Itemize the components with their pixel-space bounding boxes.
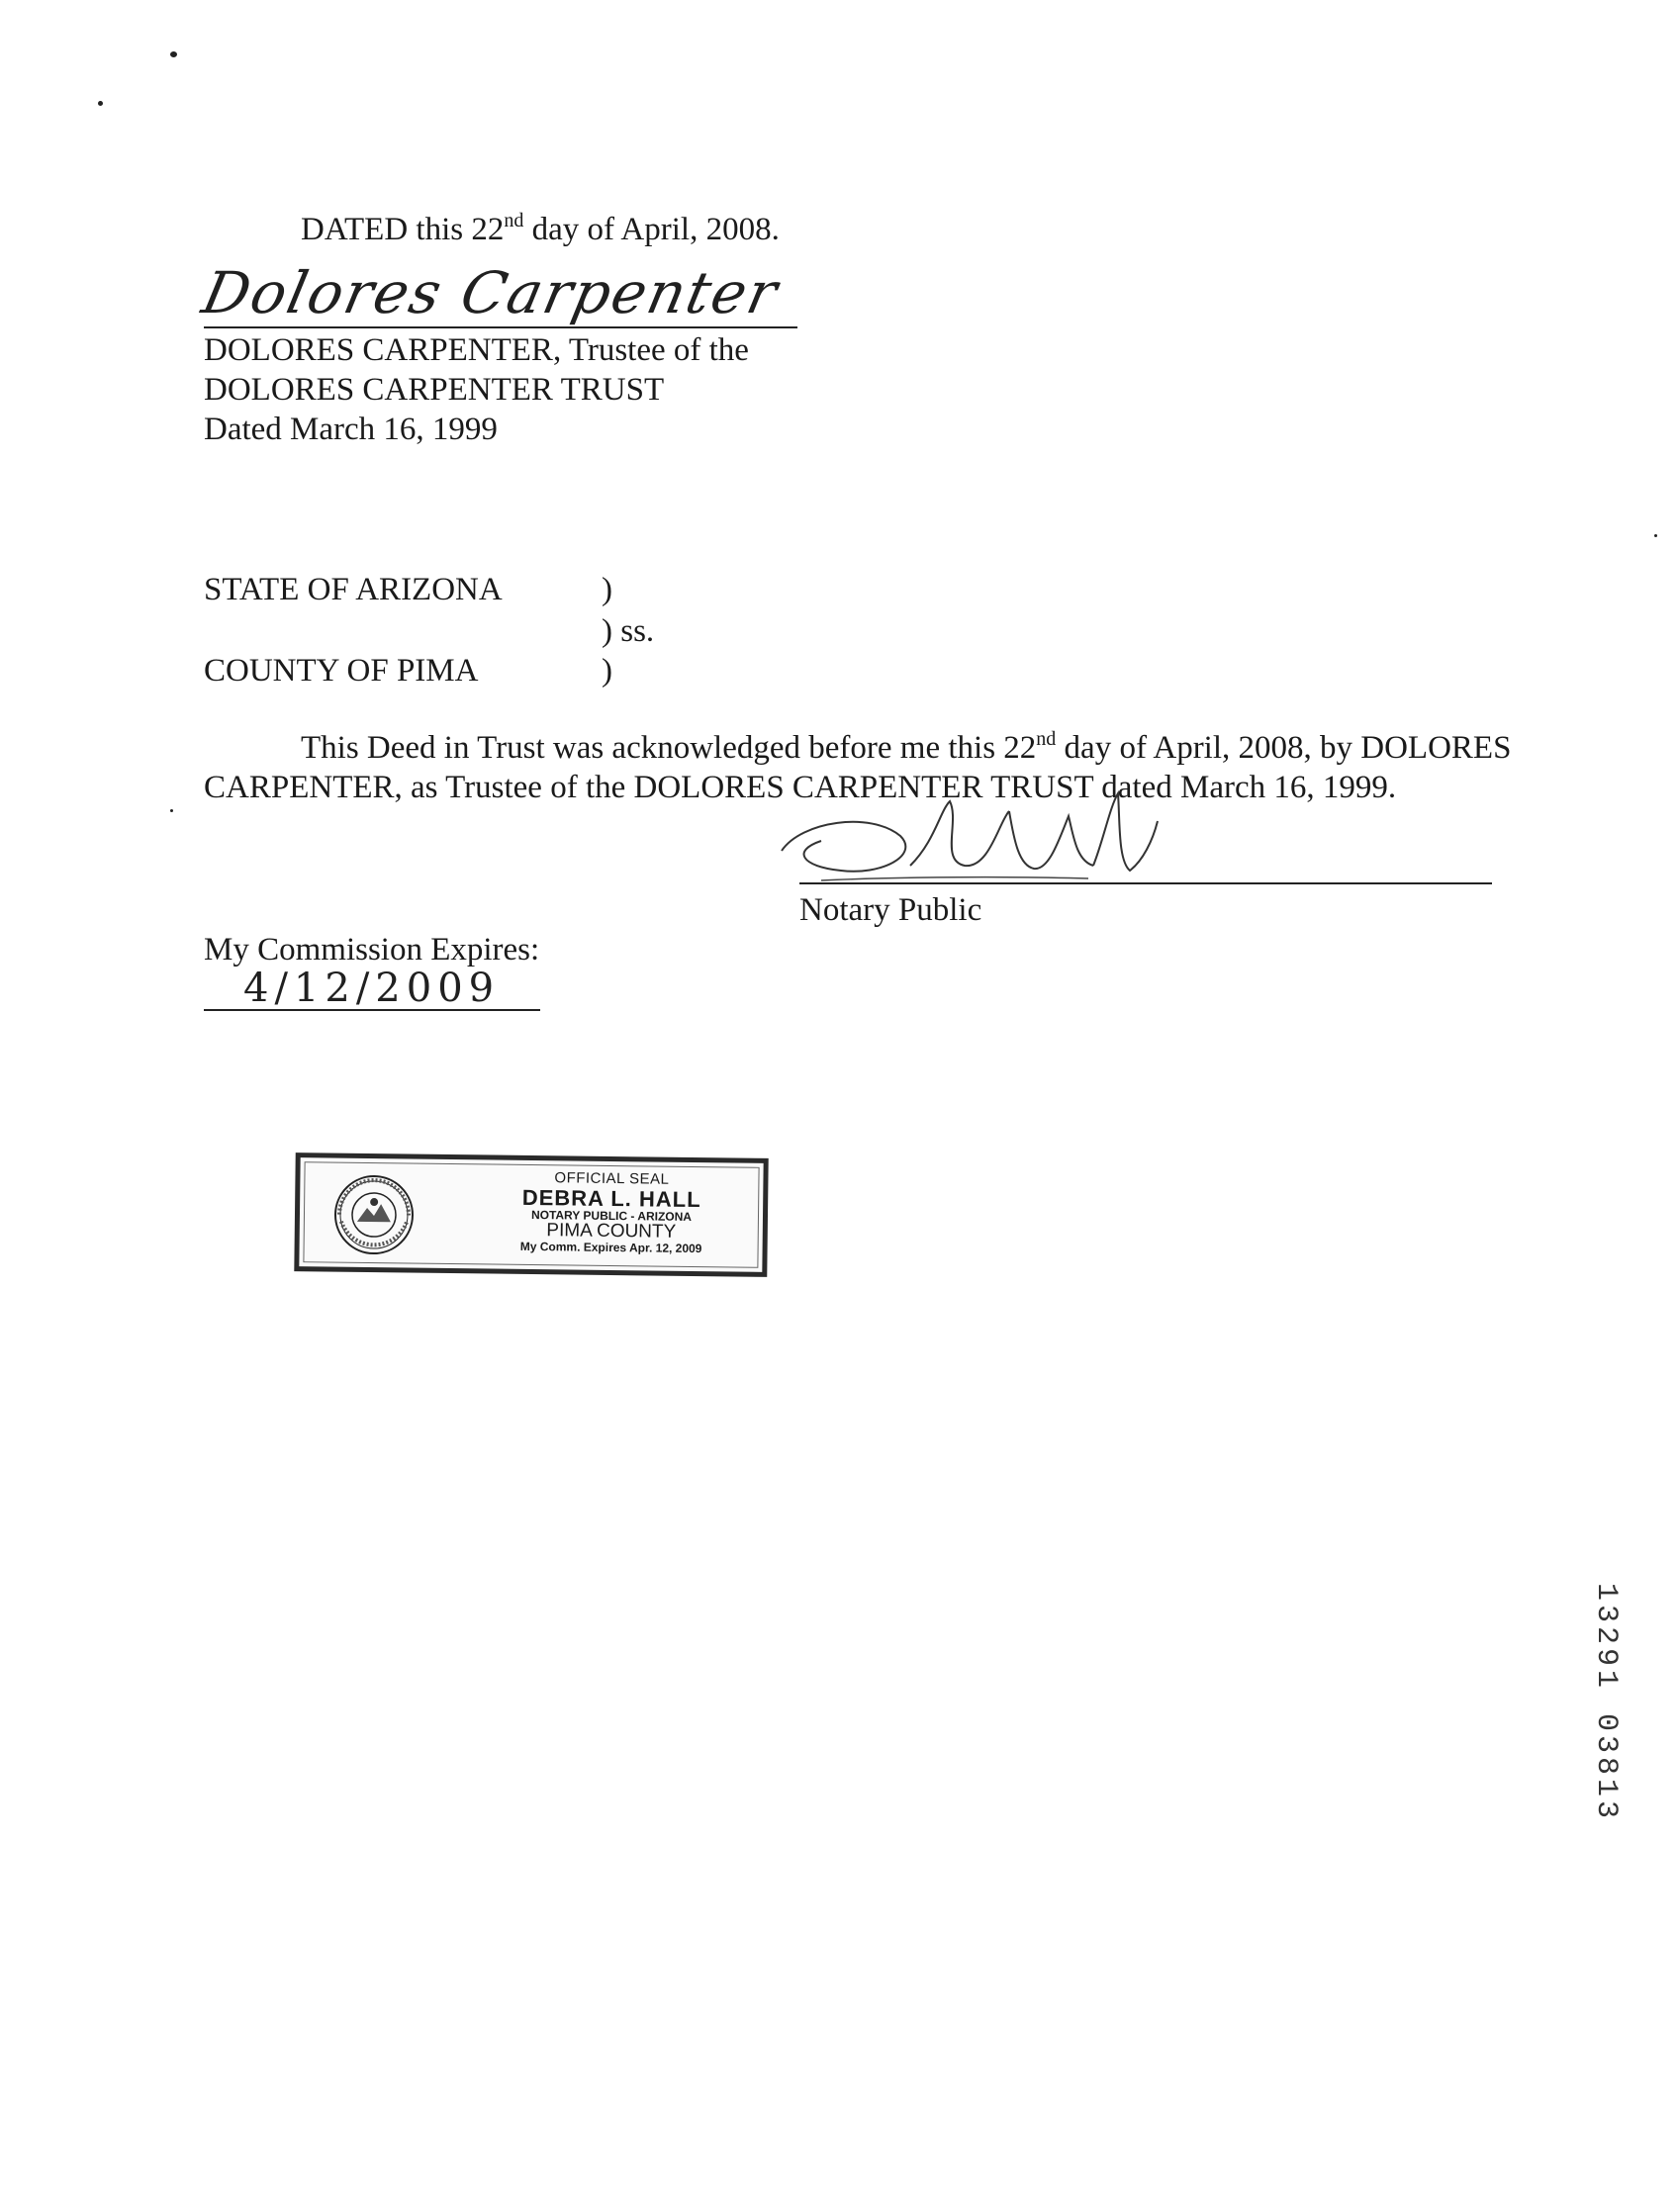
venue-paren-bottom: ): [602, 653, 612, 689]
seal-notary-name: DEBRA L. HALL: [521, 1184, 701, 1212]
acknowledgment-line-1-sup: nd: [1036, 728, 1057, 750]
notary-seal-stamp: [294, 1152, 768, 1277]
seal-text-block: [468, 1169, 756, 1256]
grantor-dated-line: Dated March 16, 1999: [204, 412, 498, 447]
dated-line-suffix: nd: [504, 210, 524, 231]
acknowledgment-line-1: [301, 728, 1512, 766]
dated-line: [301, 210, 780, 247]
seal-notary-state: NOTARY PUBLIC - ARIZONA: [530, 1207, 693, 1224]
seal-county: PIMA COUNTY: [546, 1220, 677, 1244]
grantor-signature-line: [204, 326, 797, 328]
recording-number: 13291 03813: [1589, 1583, 1623, 1823]
dated-line-prefix: DATED this 22: [301, 212, 505, 247]
acknowledgment-line-1-rest: day of April, 2008, by DOLORES: [1056, 730, 1512, 766]
venue-county: COUNTY OF PIMA: [204, 653, 479, 689]
scan-speck: [170, 809, 173, 812]
grantor-signature: Dolores Carpenter: [196, 259, 786, 326]
arizona-state-seal-icon: [332, 1174, 415, 1256]
acknowledgment-line-2: CARPENTER, as Trustee of the DOLORES CARPENTER TRUST dated March 16, 1999.: [204, 770, 1397, 805]
scan-speck: [1654, 534, 1657, 537]
venue-state: STATE OF ARIZONA: [204, 572, 503, 607]
notary-public-label: Notary Public: [799, 892, 982, 928]
seal-title: OFFICIAL SEAL: [554, 1169, 670, 1188]
commission-label: My Commission Expires:: [204, 932, 540, 968]
acknowledgment-line-1-prefix: This Deed in Trust was acknowledged before me this 22: [301, 730, 1037, 766]
scan-speck: [98, 101, 103, 106]
venue-paren-ss: ) ss.: [602, 613, 655, 649]
dated-line-rest: day of April, 2008.: [523, 212, 780, 247]
venue-paren-top: ): [602, 572, 612, 607]
grantor-name-line: DOLORES CARPENTER, Trustee of the: [204, 332, 749, 368]
notary-signature-line: [799, 882, 1492, 884]
commission-date-line: [204, 1009, 540, 1011]
commission-date-handwritten: 4/12/2009: [243, 966, 501, 1011]
grantor-trust-line: DOLORES CARPENTER TRUST: [204, 372, 665, 408]
scan-speck: [170, 51, 177, 57]
notary-signature: [762, 782, 1197, 890]
seal-expiration: My Comm. Expires Apr. 12, 2009: [519, 1240, 702, 1256]
